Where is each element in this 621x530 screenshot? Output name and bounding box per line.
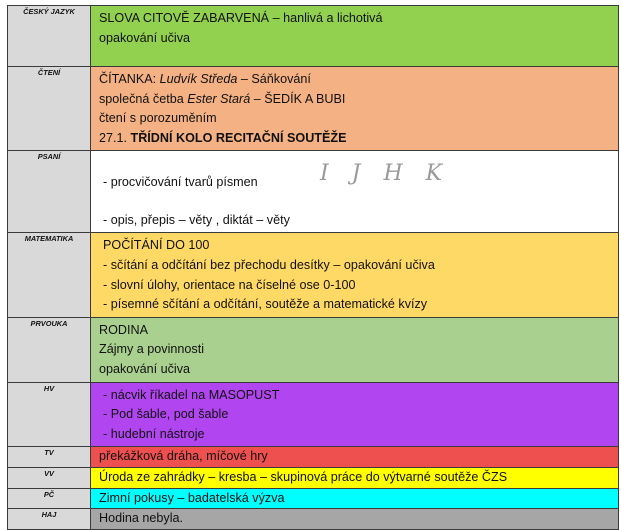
text-span: – Sáňkování bbox=[237, 72, 311, 86]
row-cesky-jazyk bbox=[8, 6, 619, 67]
content-line: překážková dráha, míčové hry bbox=[99, 449, 268, 464]
content-cell bbox=[91, 382, 619, 447]
subject-label: VV bbox=[8, 467, 91, 488]
author-name: Ester Stará bbox=[187, 91, 251, 106]
content-cell bbox=[91, 467, 619, 488]
content-line: POČÍTÁNÍ DO 100 bbox=[103, 238, 210, 253]
content-line: - procvičování tvarů písmen bbox=[103, 175, 258, 190]
content-cell bbox=[91, 447, 619, 468]
content-line: - nácvik říkadel na MASOPUST bbox=[103, 387, 280, 402]
content-line: opakování učiva bbox=[99, 30, 191, 45]
subject-label: PSANÍ bbox=[8, 151, 91, 233]
content-line: Zájmy a povinnosti bbox=[99, 342, 204, 357]
text-span: 27.1. bbox=[99, 130, 131, 145]
content-line: SLOVA CITOVĚ ZABARVENÁ – hanlivá a lichotivá bbox=[99, 11, 383, 25]
content-line: - hudební nástroje bbox=[103, 426, 205, 441]
row-pc bbox=[8, 488, 619, 509]
row-tv bbox=[8, 447, 619, 468]
text-span: – ŠEDÍK A BUBI bbox=[250, 91, 346, 106]
cursive-letters-image: I J H K bbox=[320, 161, 451, 187]
row-hv bbox=[8, 382, 619, 447]
content-cell bbox=[91, 151, 619, 233]
subject-label: TV bbox=[8, 447, 91, 468]
subject-label: HV bbox=[8, 382, 91, 447]
row-haj bbox=[8, 509, 619, 530]
subject-label: ČESKÝ JAZYK bbox=[8, 6, 91, 67]
content-cell bbox=[91, 317, 619, 382]
content-cell bbox=[91, 233, 619, 317]
content-line: - opis, přepis – věty , diktát – věty bbox=[103, 213, 290, 228]
content-cell bbox=[91, 509, 619, 530]
content-line bbox=[99, 129, 618, 149]
content-cell bbox=[91, 67, 619, 151]
subject-label: HAJ bbox=[8, 509, 91, 530]
row-psani bbox=[8, 151, 619, 233]
author-name: Ludvík Středa bbox=[159, 72, 238, 86]
event-title: TŘÍDNÍ KOLO RECITAČNÍ SOUTĚŽE bbox=[130, 130, 347, 145]
content-line: - slovní úlohy, orientace na číselné ose 0-100 bbox=[103, 277, 356, 292]
content-line: - sčítání a odčítání bez přechodu desítky – opakování učiva bbox=[103, 257, 435, 272]
content-line: RODINA bbox=[99, 322, 148, 337]
subject-label: PRVOUKA bbox=[8, 317, 91, 382]
content-line: Hodina nebyla. bbox=[99, 511, 184, 526]
subject-label: PČ bbox=[8, 488, 91, 509]
timetable bbox=[7, 5, 619, 530]
content-cell bbox=[91, 6, 619, 67]
subject-label: MATEMATIKA bbox=[8, 233, 91, 317]
row-prvouka bbox=[8, 317, 619, 382]
text-span: společná četba bbox=[99, 91, 188, 106]
row-vv bbox=[8, 467, 619, 488]
content-cell bbox=[91, 488, 619, 509]
content-line bbox=[99, 70, 618, 90]
content-line: čtení s porozuměním bbox=[99, 111, 217, 126]
subject-label: ČTENÍ bbox=[8, 67, 91, 151]
row-cteni bbox=[8, 67, 619, 151]
content-line: - Pod šable, pod šable bbox=[103, 407, 229, 422]
content-line: opakování učiva bbox=[99, 361, 191, 376]
row-matematika bbox=[8, 233, 619, 317]
content-line: Úroda ze zahrádky – kresba – skupinová práce do výtvarné soutěže ČZS bbox=[99, 469, 508, 484]
content-line: Zimní pokusy – badatelská výzva bbox=[99, 490, 285, 505]
text-span: ČÍTANKA: bbox=[99, 72, 160, 86]
content-line bbox=[99, 90, 618, 110]
content-line: - písemné sčítání a odčítání, soutěže a matematické kvízy bbox=[103, 297, 428, 312]
